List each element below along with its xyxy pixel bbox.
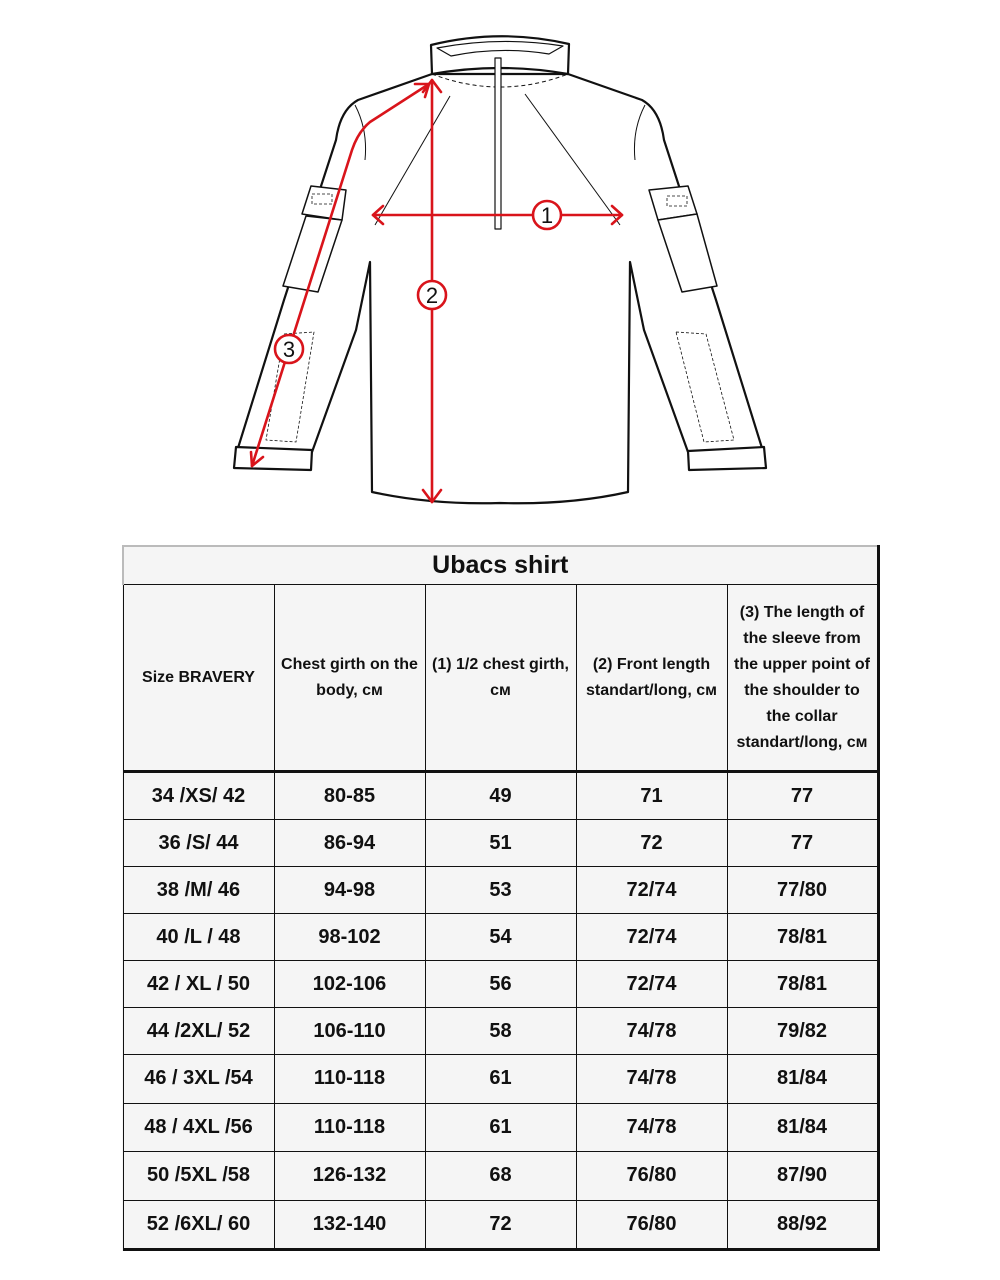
header-chest-girth: Chest girth on the body, см [274,585,425,772]
cell-sleeve-length: 79/82 [727,1008,878,1055]
cell-chest-girth: 94-98 [274,867,425,914]
cell-sleeve-length: 87/90 [727,1152,878,1201]
cell-chest-girth: 132-140 [274,1200,425,1250]
measure-marker-2 [418,281,446,309]
table-title: Ubacs shirt [123,546,878,585]
cell-front-length: 76/80 [576,1152,727,1201]
cell-front-length: 74/78 [576,1103,727,1152]
table-header-row [123,585,878,772]
cell-front-length: 72/74 [576,867,727,914]
cell-half-chest: 72 [425,1200,576,1250]
cell-half-chest: 61 [425,1055,576,1104]
cell-chest-girth: 80-85 [274,772,425,820]
cell-sleeve-length: 77 [727,820,878,867]
cell-chest-girth: 102-106 [274,961,425,1008]
cell-front-length: 72/74 [576,961,727,1008]
table-row [123,1200,878,1250]
cell-chest-girth: 106-110 [274,1008,425,1055]
measure-label-1: 1 [540,203,554,228]
cell-size: 52 /6XL/ 60 [123,1200,274,1250]
header-sleeve-length: (3) The length of the sleeve from the upper point of the shoulder to the collar standart/long, см [727,585,878,772]
header-size: Size BRAVERY [123,585,274,772]
cell-sleeve-length: 81/84 [727,1103,878,1152]
cell-half-chest: 53 [425,867,576,914]
cell-size: 36 /S/ 44 [123,820,274,867]
cell-half-chest: 61 [425,1103,576,1152]
table-row [123,961,878,1008]
cell-size: 40 /L / 48 [123,914,274,961]
cell-chest-girth: 98-102 [274,914,425,961]
cell-half-chest: 54 [425,914,576,961]
measure-marker-3 [275,335,303,363]
cell-sleeve-length: 77/80 [727,867,878,914]
table-title-row [123,546,878,585]
table-row [123,1152,878,1201]
cell-sleeve-length: 81/84 [727,1055,878,1104]
cell-front-length: 74/78 [576,1008,727,1055]
measure-marker-1 [533,201,561,229]
cell-chest-girth: 86-94 [274,820,425,867]
cell-sleeve-length: 78/81 [727,961,878,1008]
table-row [123,1055,878,1104]
header-half-chest: (1) 1/2 chest girth, см [425,585,576,772]
cell-half-chest: 68 [425,1152,576,1201]
cell-sleeve-length: 78/81 [727,914,878,961]
table-row [123,772,878,820]
measure-label-2: 2 [425,283,439,308]
header-front-length: (2) Front length standart/long, см [576,585,727,772]
cell-size: 34 /XS/ 42 [123,772,274,820]
table-row [123,820,878,867]
cell-front-length: 74/78 [576,1055,727,1104]
cell-sleeve-length: 88/92 [727,1200,878,1250]
cell-chest-girth: 126-132 [274,1152,425,1201]
table-row [123,1103,878,1152]
cell-chest-girth: 110-118 [274,1103,425,1152]
cell-size: 38 /M/ 46 [123,867,274,914]
shirt-measurement-diagram [0,0,1000,520]
cell-size: 46 / 3XL /54 [123,1055,274,1104]
cell-half-chest: 51 [425,820,576,867]
table-row [123,1008,878,1055]
cell-front-length: 71 [576,772,727,820]
cell-size: 42 / XL / 50 [123,961,274,1008]
cell-front-length: 76/80 [576,1200,727,1250]
cell-size: 48 / 4XL /56 [123,1103,274,1152]
table-row [123,914,878,961]
measure-label-3: 3 [282,337,296,362]
size-chart-table [122,545,880,1251]
cell-size: 50 /5XL /58 [123,1152,274,1201]
table-row [123,867,878,914]
cell-sleeve-length: 77 [727,772,878,820]
cell-chest-girth: 110-118 [274,1055,425,1104]
cell-half-chest: 49 [425,772,576,820]
cell-half-chest: 58 [425,1008,576,1055]
cell-front-length: 72 [576,820,727,867]
cell-half-chest: 56 [425,961,576,1008]
cell-size: 44 /2XL/ 52 [123,1008,274,1055]
cell-front-length: 72/74 [576,914,727,961]
